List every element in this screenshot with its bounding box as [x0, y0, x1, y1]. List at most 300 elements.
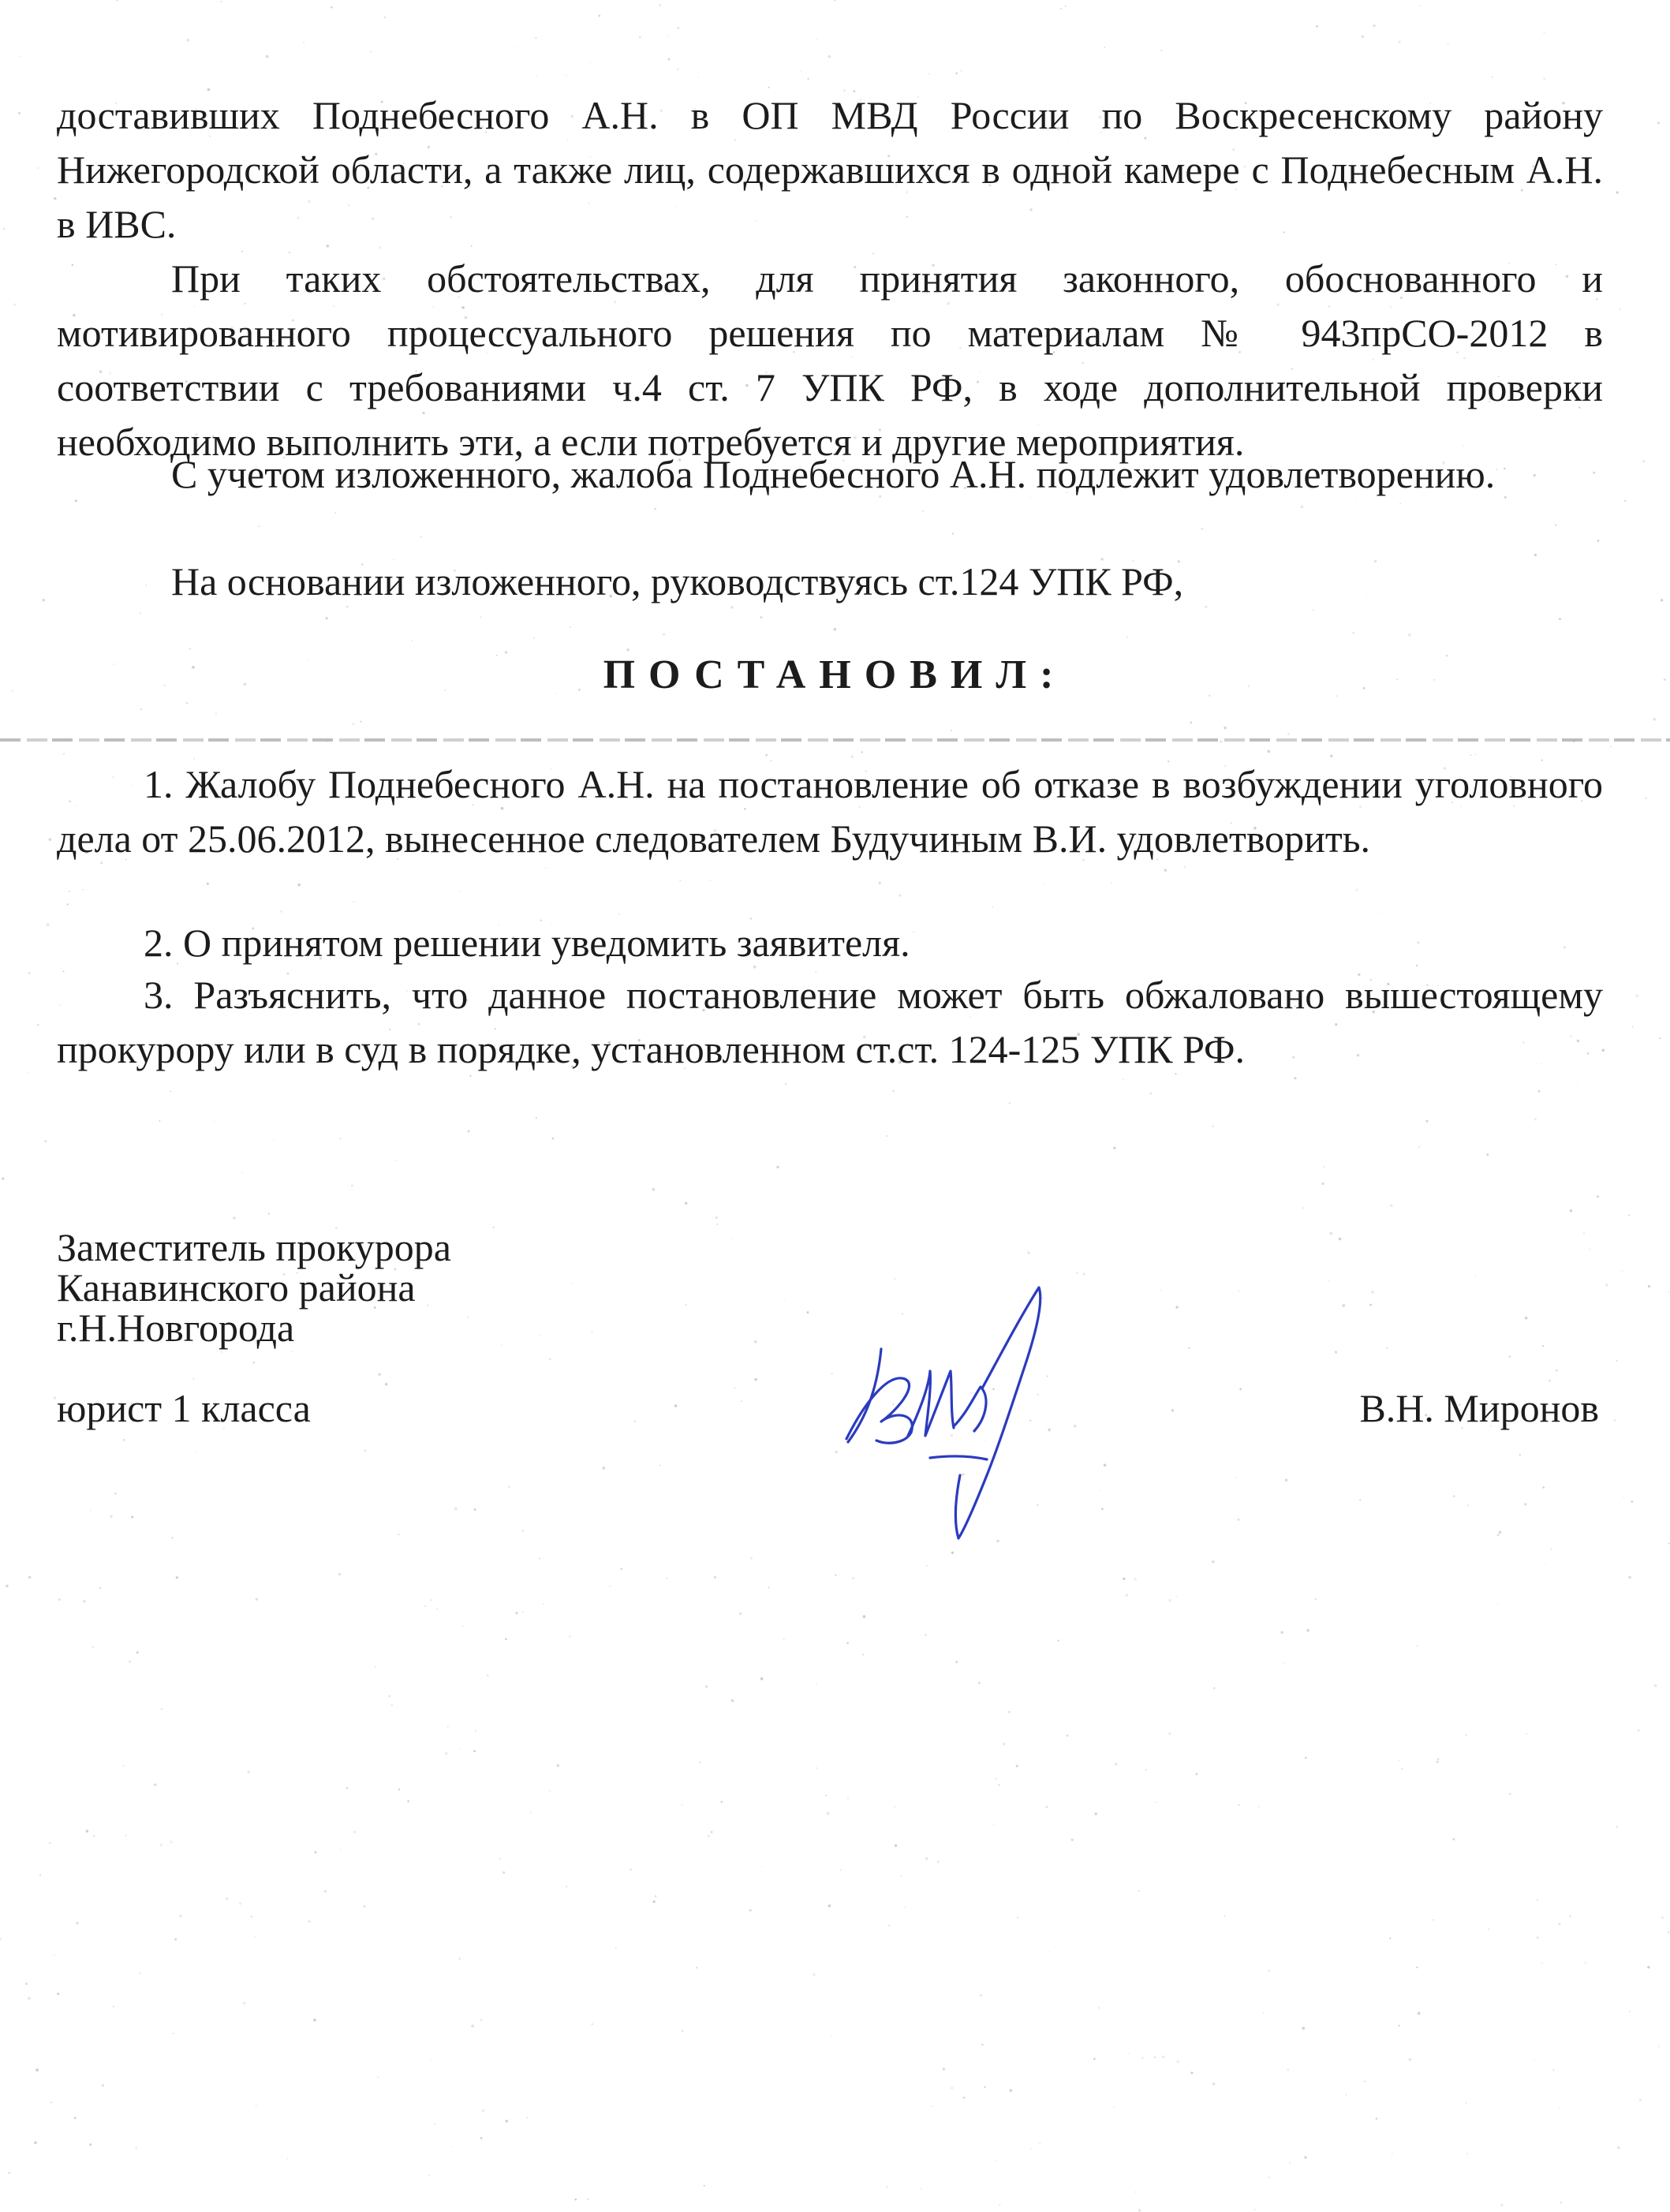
scan-speckle	[114, 1493, 117, 1495]
scan-speckle	[540, 1335, 541, 1336]
scan-speckle	[44, 1140, 47, 1142]
scan-speckle	[1668, 1291, 1669, 1293]
scan-speckle	[886, 1135, 887, 1137]
scan-speckle	[549, 1790, 551, 1792]
scan-speckle	[255, 1936, 256, 1937]
scan-speckle	[928, 73, 930, 74]
scan-speckle	[473, 1750, 476, 1752]
scan-speckle	[136, 1651, 139, 1653]
scan-speckle	[89, 2143, 92, 2146]
scan-speckle	[1497, 1603, 1498, 1604]
scan-speckle	[654, 508, 656, 510]
scan-speckle	[6, 1585, 9, 1588]
scan-speckle	[420, 536, 422, 537]
scan-speckle	[922, 510, 924, 512]
paragraph-conclusion: С учетом изложенного, жалоба Поднебесного А.Н. подлежит удовлетворению.	[171, 452, 1496, 496]
scan-speckle	[663, 633, 666, 636]
scan-speckle	[668, 58, 671, 61]
scan-speckle	[1263, 2012, 1264, 2013]
scan-speckle	[750, 1557, 753, 1560]
scan-speckle	[28, 1576, 31, 1579]
paragraph-basis: На основании изложенного, руководствуясь ст.124 УПК РФ,	[171, 559, 1184, 603]
scan-speckle	[346, 1787, 349, 1789]
scan-speckle	[921, 2188, 922, 2190]
scan-speckle	[471, 2024, 474, 2027]
scan-speckle	[816, 1683, 817, 1685]
scan-speckle	[686, 1304, 687, 1306]
scan-speckle	[1537, 1899, 1538, 1900]
scan-speckle	[1316, 25, 1318, 28]
scan-speckle	[474, 1508, 476, 1511]
signer-position-line-1: Заместитель прокурора	[57, 1225, 451, 1269]
scan-speckle	[569, 1635, 571, 1638]
scan-speckle	[57, 1993, 59, 1995]
scan-speckle	[241, 1172, 242, 1173]
scan-speckle	[1045, 1806, 1048, 1808]
paragraph-circumstances: При таких обстоятельствах, для принятия законного, обоснованного и мотивированного процессуального решения по материалам № 943прСО-2012 в соответствии с требованиями ч.4 ст. 7 УПК РФ, в ходе дополнительной проверки необходимо выполнить эти, а если потребуется и другие мероприятия.	[57, 256, 1603, 464]
scan-speckle	[1280, 1631, 1283, 1634]
scan-speckle	[364, 1450, 366, 1452]
scan-speckle	[566, 75, 567, 77]
scan-speckle	[28, 1072, 29, 1074]
scan-speckle	[480, 616, 482, 618]
scan-speckle	[1238, 1291, 1240, 1292]
scan-speckle	[297, 884, 301, 887]
scan-speckle	[895, 1844, 897, 1847]
scan-speckle	[1104, 1463, 1107, 1467]
scan-speckle	[1083, 1272, 1085, 1275]
scan-speckle	[1386, 1347, 1388, 1349]
scan-speckle	[139, 1972, 141, 1975]
scan-speckle	[340, 1138, 342, 1139]
scan-speckle	[18, 112, 21, 114]
scan-speckle	[1418, 2012, 1421, 2015]
scan-speckle	[1509, 1793, 1511, 1795]
scan-speckle	[398, 1788, 401, 1791]
scan-speckle	[1155, 1801, 1156, 1803]
scan-speckle	[1399, 1759, 1400, 1761]
scan-speckle	[715, 1216, 718, 1219]
scan-speckle	[1542, 1345, 1545, 1347]
scan-speckle	[784, 1301, 785, 1302]
scan-speckle	[551, 1138, 554, 1140]
scan-speckle	[1098, 2007, 1100, 2009]
scan-speckle	[981, 2044, 984, 2046]
scan-speckle	[113, 2006, 114, 2008]
scan-speckle	[458, 1958, 461, 1960]
scan-speckle	[1235, 1477, 1237, 1478]
scan-speckle	[754, 1378, 757, 1381]
scan-speckle	[140, 612, 141, 614]
scan-speckle	[1659, 1037, 1661, 1039]
scan-speckle	[131, 1516, 133, 1519]
scan-speckle	[28, 972, 31, 974]
scan-speckle	[978, 1682, 981, 1684]
scan-speckle	[765, 754, 768, 757]
paragraph-continuation: доставивших Поднебесного А.Н. в ОП МВД России по Воскресенскому району Нижегородской области, а также лиц, содержавшихся в одной камере с Поднебесным А.Н. в ИВС.	[57, 93, 1603, 246]
scan-speckle	[1176, 2061, 1179, 2064]
scan-speckle	[960, 69, 962, 72]
scan-speckle	[1465, 2102, 1466, 2104]
scan-speckle	[243, 2001, 245, 2004]
scan-speckle	[447, 1726, 449, 1728]
scan-speckle	[951, 2087, 953, 2089]
scan-speckle	[384, 17, 386, 18]
scan-speckle	[110, 1515, 113, 1518]
scan-speckle	[846, 1642, 849, 1644]
scan-speckle	[239, 1902, 241, 1904]
scan-speckle	[807, 1311, 809, 1313]
scan-speckle	[1629, 2011, 1631, 2012]
scan-speckle	[1376, 2117, 1378, 2120]
scan-speckle	[187, 39, 190, 42]
scan-speckle	[308, 1920, 311, 1923]
scan-speckle	[955, 73, 958, 75]
scan-speckle	[995, 2160, 996, 2162]
scan-speckle	[754, 1340, 757, 1343]
scan-speckle	[385, 1383, 387, 1385]
scan-speckle	[324, 1890, 327, 1893]
scan-speckle	[1164, 869, 1167, 871]
scan-speckle	[1389, 1937, 1391, 1939]
scan-speckle	[603, 1467, 606, 1470]
scan-speckle	[430, 2060, 431, 2061]
scan-speckle	[499, 1859, 501, 1860]
scan-speckle	[610, 1586, 611, 1587]
scan-speckle	[248, 1771, 250, 1773]
scan-speckle	[0, 1938, 2, 1941]
resolution-item-1: 1. Жалобу Поднебесного А.Н. на постановление об отказе в возбуждении уголовного дела от 25.06.2012, вынесенное следователем Будучиным В.И. удовлетворить.	[57, 762, 1603, 861]
scan-speckle	[1390, 1204, 1393, 1207]
scan-speckle	[1622, 1270, 1623, 1272]
scan-speckle	[378, 1373, 380, 1375]
scan-speckle	[353, 901, 354, 902]
scan-speckle	[69, 891, 70, 892]
scan-speckle	[980, 1994, 982, 1997]
scan-speckle	[1268, 1970, 1270, 1971]
scan-speckle	[1616, 1360, 1618, 1362]
scan-speckle	[1628, 1575, 1631, 1579]
scan-speckle	[1313, 609, 1314, 611]
scan-speckle	[1452, 1838, 1455, 1840]
scan-speckle	[816, 1767, 817, 1769]
scan-speckle	[659, 1465, 660, 1467]
scan-speckle	[42, 599, 45, 602]
scan-speckle	[682, 2030, 683, 2031]
scan-speckle	[1556, 1369, 1558, 1372]
scan-speckle	[1534, 1118, 1537, 1120]
scan-speckle	[338, 1573, 342, 1576]
scan-speckle	[313, 2019, 316, 2022]
scan-speckle	[1583, 1233, 1585, 1235]
scan-speckle	[536, 1117, 537, 1119]
scan-speckle	[1094, 1813, 1097, 1816]
scan-speckle	[1369, 1304, 1372, 1306]
scan-speckle	[1212, 1560, 1214, 1563]
scan-speckle	[999, 2204, 1000, 2205]
scan-speckle	[1362, 35, 1364, 37]
scan-speckle	[1175, 1596, 1177, 1597]
scan-speckle	[221, 1, 222, 2]
scan-speckle	[1287, 733, 1290, 735]
scan-speckle	[122, 1765, 124, 1766]
scan-speckle	[526, 2117, 528, 2118]
scan-speckle	[1074, 1425, 1077, 1428]
scan-speckle	[1111, 883, 1112, 884]
scan-speckle	[34, 2141, 37, 2144]
scan-speckle	[92, 1646, 94, 1648]
scan-speckle	[952, 532, 955, 535]
scan-speckle	[1628, 1214, 1630, 1216]
scan-speckle	[1597, 1195, 1599, 1198]
scan-speckle	[1371, 1291, 1373, 1293]
scan-speckle	[1492, 76, 1493, 77]
scan-speckle	[1453, 1495, 1455, 1497]
scan-speckle	[482, 2109, 485, 2113]
scan-speckle	[543, 1603, 544, 1605]
scan-speckle	[1070, 1839, 1073, 1841]
scan-speckle	[1339, 1238, 1342, 1241]
scan-speckle	[659, 4, 661, 6]
scan-speckle	[1359, 1499, 1361, 1500]
scan-speckle	[273, 1140, 274, 1141]
scan-speckle	[984, 2087, 985, 2088]
scan-speckle	[35, 2068, 39, 2072]
signer-name: В.Н. Миронов	[1359, 1386, 1599, 1430]
scan-speckle	[1636, 995, 1638, 997]
scan-speckle	[1426, 1120, 1429, 1123]
scan-speckle	[1617, 2147, 1620, 2149]
resolution-heading: ПОСТАНОВИЛ:	[603, 652, 1067, 697]
scan-speckle	[369, 50, 372, 53]
scan-speckle	[1534, 2060, 1535, 2061]
scan-speckle	[174, 1938, 177, 1941]
scan-speckle	[749, 1909, 752, 1911]
scan-speckle	[407, 1800, 409, 1803]
scan-speckle	[154, 1784, 156, 1786]
scan-speckle	[434, 2124, 435, 2125]
scan-speckle	[813, 1974, 815, 1976]
scan-speckle	[1416, 1646, 1418, 1647]
scan-speckle	[592, 1332, 593, 1333]
scan-speckle	[1008, 1711, 1010, 1713]
scan-speckle	[1258, 1806, 1260, 1807]
scan-speckle	[502, 1871, 505, 1874]
scan-speckle	[734, 1387, 736, 1388]
scan-artifact-line	[0, 738, 1670, 742]
scan-speckle	[214, 1121, 215, 1122]
scan-speckle	[160, 1844, 163, 1847]
scan-speckle	[1190, 2072, 1193, 2074]
scan-speckle	[721, 1801, 723, 1803]
scan-speckle	[516, 1612, 518, 1614]
scan-speckle	[1497, 1534, 1500, 1536]
scan-speckle	[1398, 41, 1400, 43]
scan-speckle	[549, 1358, 551, 1360]
scan-speckle	[731, 1238, 732, 1239]
scan-speckle	[445, 1752, 448, 1755]
scan-speckle	[1544, 32, 1545, 33]
scan-speckle	[1555, 525, 1556, 526]
scan-speckle	[1304, 2156, 1306, 2158]
scan-speckle	[102, 2084, 104, 2087]
scan-speckle	[1474, 754, 1476, 756]
scan-speckle	[506, 2120, 508, 2122]
scan-speckle	[74, 2117, 77, 2119]
scan-speckle	[1474, 1276, 1476, 1277]
scan-speckle	[176, 1576, 178, 1579]
scan-speckle	[1114, 2106, 1115, 2107]
scan-speckle	[430, 1599, 432, 1601]
scan-speckle	[630, 1869, 632, 1870]
scan-speckle	[1302, 1207, 1304, 1209]
scan-speckle	[1409, 2058, 1412, 2061]
scan-speckle	[530, 1812, 532, 1814]
scan-speckle	[221, 1351, 222, 1353]
scan-speckle	[570, 626, 571, 628]
scan-speckle	[1605, 1283, 1608, 1287]
scan-speckle	[539, 1558, 540, 1560]
scan-speckle	[1329, 1232, 1332, 1235]
scan-speckle	[993, 1824, 994, 1825]
scan-speckle	[1500, 2203, 1504, 2206]
scan-speckle	[1657, 121, 1660, 124]
scan-speckle	[1335, 1351, 1337, 1353]
scan-speckle	[501, 1344, 502, 1346]
scan-speckle	[1212, 1126, 1214, 1127]
scan-speckle	[1060, 8, 1063, 10]
scan-speckle	[314, 1851, 316, 1854]
scan-speckle	[801, 70, 802, 72]
scan-speckle	[840, 1870, 842, 1871]
scan-speckle	[926, 1565, 928, 1567]
scan-speckle	[639, 36, 641, 38]
scan-speckle	[847, 1797, 849, 1799]
scan-speckle	[925, 1857, 928, 1860]
scan-speckle	[1213, 1687, 1216, 1689]
scan-speckle	[67, 903, 69, 905]
scan-speckle	[1039, 2143, 1040, 2144]
scan-speckle	[677, 68, 679, 70]
scan-speckle	[705, 1685, 708, 1687]
scan-speckle	[1057, 1640, 1059, 1642]
scan-speckle	[3, 228, 5, 230]
scan-speckle	[1168, 1732, 1171, 1735]
scan-speckle	[633, 1421, 636, 1423]
scan-speckle	[1610, 746, 1612, 748]
scan-speckle	[1645, 798, 1646, 799]
scan-speckle	[1467, 1504, 1469, 1506]
scan-speckle	[696, 1967, 697, 1968]
scan-speckle	[48, 838, 51, 841]
scan-speckle	[83, 1600, 85, 1602]
scan-speckle	[411, 640, 413, 641]
scan-speckle	[428, 2175, 430, 2177]
scan-speckle	[685, 1202, 687, 1205]
scan-speckle	[1373, 24, 1375, 27]
scan-speckle	[37, 167, 39, 169]
scan-speckle	[76, 1922, 78, 1924]
scan-speckle	[892, 1090, 894, 1092]
scan-speckle	[266, 55, 269, 58]
scan-speckle	[522, 1530, 524, 1531]
scan-speckle	[666, 1578, 667, 1579]
scan-speckle	[1302, 2027, 1306, 2030]
scan-speckle	[699, 1762, 701, 1763]
scan-speckle	[54, 1954, 55, 1956]
scan-speckle	[49, 1842, 50, 1844]
scan-speckle	[1638, 2098, 1642, 2102]
scan-speckle	[13, 304, 16, 306]
scan-speckle	[1654, 1684, 1657, 1687]
scan-speckle	[717, 1224, 719, 1225]
scan-speckle	[741, 1400, 742, 1402]
scan-speckle	[475, 1730, 476, 1732]
scan-speckle	[739, 1612, 742, 1616]
scan-speckle	[1399, 503, 1401, 504]
scan-speckle	[1486, 1153, 1489, 1156]
scan-speckle	[545, 867, 546, 868]
scan-speckle	[655, 1896, 656, 1897]
scan-speckle	[207, 883, 209, 885]
scan-speckle	[514, 46, 515, 47]
scan-speckle	[258, 525, 260, 527]
scan-speckle	[820, 2074, 821, 2075]
scan-speckle	[1126, 1594, 1129, 1597]
scan-speckle	[424, 1605, 426, 1607]
scan-speckle	[173, 2033, 174, 2035]
scan-speckle	[1101, 1508, 1104, 1510]
scan-speckle	[1295, 1077, 1297, 1079]
scan-speckle	[557, 1764, 560, 1767]
scan-speckle	[1016, 1765, 1018, 1767]
scan-speckle	[1559, 1922, 1561, 1925]
scan-speckle	[159, 1120, 160, 1122]
scan-speckle	[391, 1705, 394, 1707]
scan-speckle	[170, 1090, 171, 1092]
scan-speckle	[1668, 1931, 1669, 1933]
scan-speckle	[711, 1831, 713, 1833]
scan-speckle	[996, 1778, 997, 1780]
scan-speckle	[334, 512, 336, 514]
scan-speckle	[353, 723, 355, 726]
scan-speckle	[943, 2068, 945, 2070]
scan-speckle	[54, 1396, 57, 1399]
scan-speckle	[704, 2185, 705, 2187]
scan-speckle	[1401, 1768, 1403, 1769]
scan-speckle	[653, 1900, 656, 1903]
scan-speckle	[454, 1508, 458, 1511]
scan-speckle	[291, 1351, 293, 1353]
scan-speckle	[652, 1188, 656, 1191]
scan-speckle	[1323, 1166, 1324, 1168]
scan-speckle	[460, 1748, 461, 1749]
scan-speckle	[468, 1130, 470, 1133]
scan-speckle	[331, 6, 333, 9]
scan-speckle	[1285, 1479, 1287, 1482]
scan-speckle	[1268, 2177, 1270, 2178]
scan-speckle	[1550, 1548, 1552, 1549]
scan-speckle	[807, 78, 809, 80]
scan-speckle	[627, 648, 630, 651]
scan-speckle	[1653, 718, 1656, 720]
scan-speckle	[825, 1795, 827, 1796]
scan-speckle	[83, 889, 84, 890]
scan-speckle	[326, 617, 328, 619]
scan-speckle	[1168, 1599, 1171, 1601]
scan-speckle	[363, 1905, 365, 1907]
scan-speckle	[698, 77, 699, 78]
